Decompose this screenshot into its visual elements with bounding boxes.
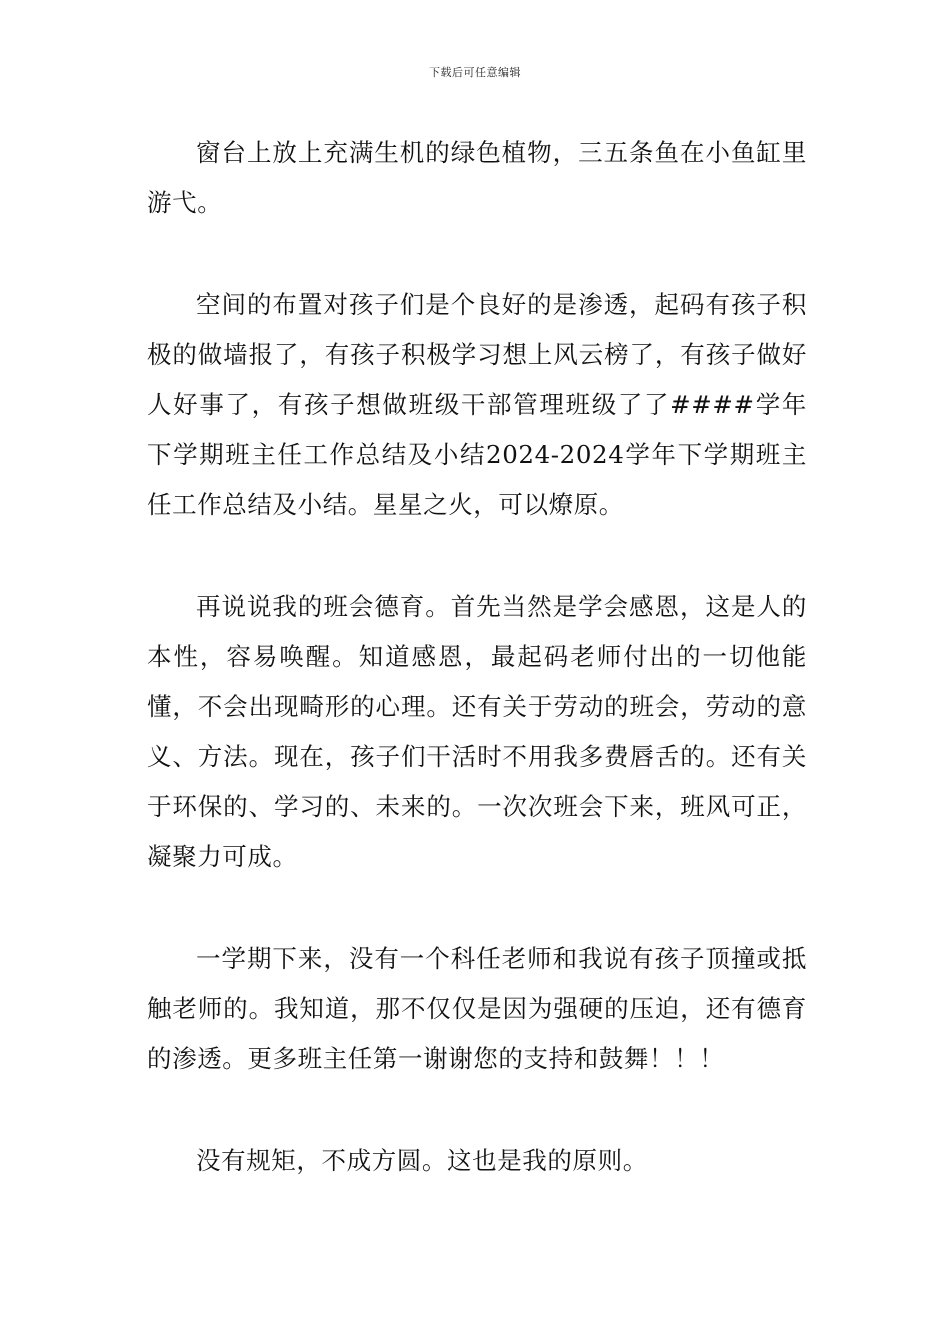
- paragraph: 没有规矩，不成方圆。这也是我的原则。: [196, 1146, 648, 1175]
- paragraph: 再说说我的班会德育。首先当然是学会感恩，这是人的本性，容易唤醒。知道感恩，最起码老师付出的一切他能懂，不会出现畸形的心理。还有关于劳动的班会，劳动的意义、方法。现在，孩子们干活时不用我多费唇舌的。还有关于环保的、学习的、未来的。一次次班会下来，班风可正，凝聚力可成。: [147, 592, 807, 871]
- document-body: [147, 128, 807, 1186]
- paragraph: 空间的布置对孩子们是个良好的是渗透，起码有孩子积极的做墙报了，有孩子积极学习想上风云榜了，有孩子做好人好事了，有孩子想做班级干部管理班级了了####学年下学期班主任工作总结及小结2024-2024学年下学期班主任工作总结及小结。星星之火，可以燎原。: [147, 290, 807, 519]
- paragraph: 一学期下来，没有一个科任老师和我说有孩子顶撞或抵触老师的。我知道，那不仅仅是因为强硬的压迫，还有德育的渗透。更多班主任第一谢谢您的支持和鼓舞！！！: [147, 944, 807, 1073]
- page-header: 下载后可任意编辑: [429, 66, 521, 79]
- paragraph: 窗台上放上充满生机的绿色植物，三五条鱼在小鱼缸里游弋。: [147, 138, 807, 217]
